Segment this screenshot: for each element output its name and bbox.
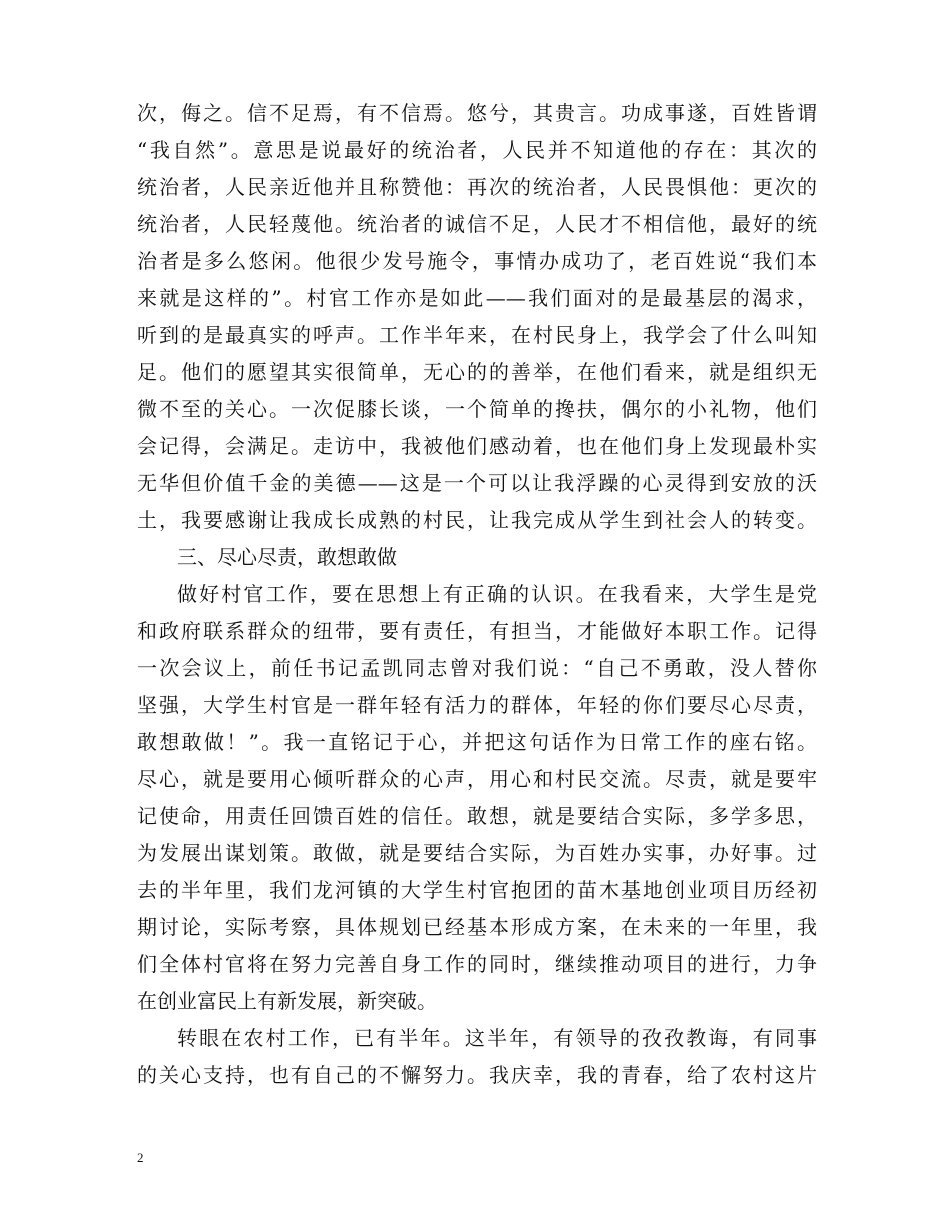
text-line: 次，侮之。信不足焉，有不信焉。悠兮，其贵言。功成事遂，百姓皆谓 — [137, 101, 817, 125]
text-line: 土，我要感谢让我成长成熟的村民，让我完成从学生到社会人的转变。 — [137, 508, 817, 532]
text-line: 记使命，用责任回馈百姓的信任。敢想，就是要结合实际，多学多思， — [137, 804, 817, 828]
text-line: 会记得，会满足。走访中，我被他们感动着，也在他们身上发现最朴实 — [137, 434, 817, 458]
text-line: 敢想敢做！”。我一直铭记于心，并把这句话作为日常工作的座右铭。 — [137, 730, 817, 754]
text-line: 统治者，人民轻蔑他。统治者的诚信不足，人民才不相信他，最好的统 — [137, 212, 817, 236]
text-line: 去的半年里，我们龙河镇的大学生村官抱团的苗木基地创业项目历经初 — [137, 878, 817, 902]
text-line: 尽心，就是要用心倾听群众的心声，用心和村民交流。尽责，就是要牢 — [137, 767, 817, 791]
text-line: 和政府联系群众的纽带，要有责任，有担当，才能做好本职工作。记得 — [137, 619, 817, 643]
text-line: 的关心支持，也有自己的不懈努力。我庆幸，我的青春，给了农村这片 — [137, 1063, 817, 1087]
text-line: “我自然”。意思是说最好的统治者，人民并不知道他的存在：其次的 — [137, 138, 817, 162]
text-line: 为发展出谋划策。敢做，就是要结合实际，为百姓办实事，办好事。过 — [137, 841, 817, 865]
text-line: 听到的是最真实的呼声。工作半年来，在村民身上，我学会了什么叫知 — [137, 323, 817, 347]
text-line: 们全体村官将在努力完善自身工作的同时，继续推动项目的进行，力争 — [137, 952, 817, 976]
body-text — [137, 95, 817, 1094]
text-line: 无华但价值千金的美德——这是一个可以让我浮躁的心灵得到安放的沃 — [137, 471, 817, 495]
page-number: 2 — [137, 1150, 144, 1165]
text-line: 一次会议上，前任书记孟凯同志曾对我们说：“自己不勇敢，没人替你 — [137, 656, 817, 680]
section-heading: 三、尽心尽责，敢想敢做 — [177, 545, 397, 569]
text-line: 转眼在农村工作，已有半年。这半年，有领导的孜孜教诲，有同事 — [177, 1026, 817, 1050]
text-line: 统治者，人民亲近他并且称赞他：再次的统治者，人民畏惧他：更次的 — [137, 175, 817, 199]
text-line: 治者是多么悠闲。他很少发号施令，事情办成功了，老百姓说“我们本 — [137, 249, 817, 273]
text-line: 来就是这样的”。村官工作亦是如此——我们面对的是最基层的渴求， — [137, 286, 817, 310]
text-line: 做好村官工作，要在思想上有正确的认识。在我看来，大学生是党 — [177, 582, 817, 606]
text-line: 期讨论，实际考察，具体规划已经基本形成方案，在未来的一年里，我 — [137, 915, 817, 939]
text-line: 足。他们的愿望其实很简单，无心的的善举，在他们看来，就是组织无 — [137, 360, 817, 384]
text-line: 在创业富民上有新发展，新突破。 — [137, 989, 437, 1013]
text-line: 微不至的关心。一次促膝长谈，一个简单的搀扶，偶尔的小礼物，他们 — [137, 397, 817, 421]
text-line: 坚强，大学生村官是一群年轻有活力的群体，年轻的你们要尽心尽责， — [137, 693, 817, 717]
